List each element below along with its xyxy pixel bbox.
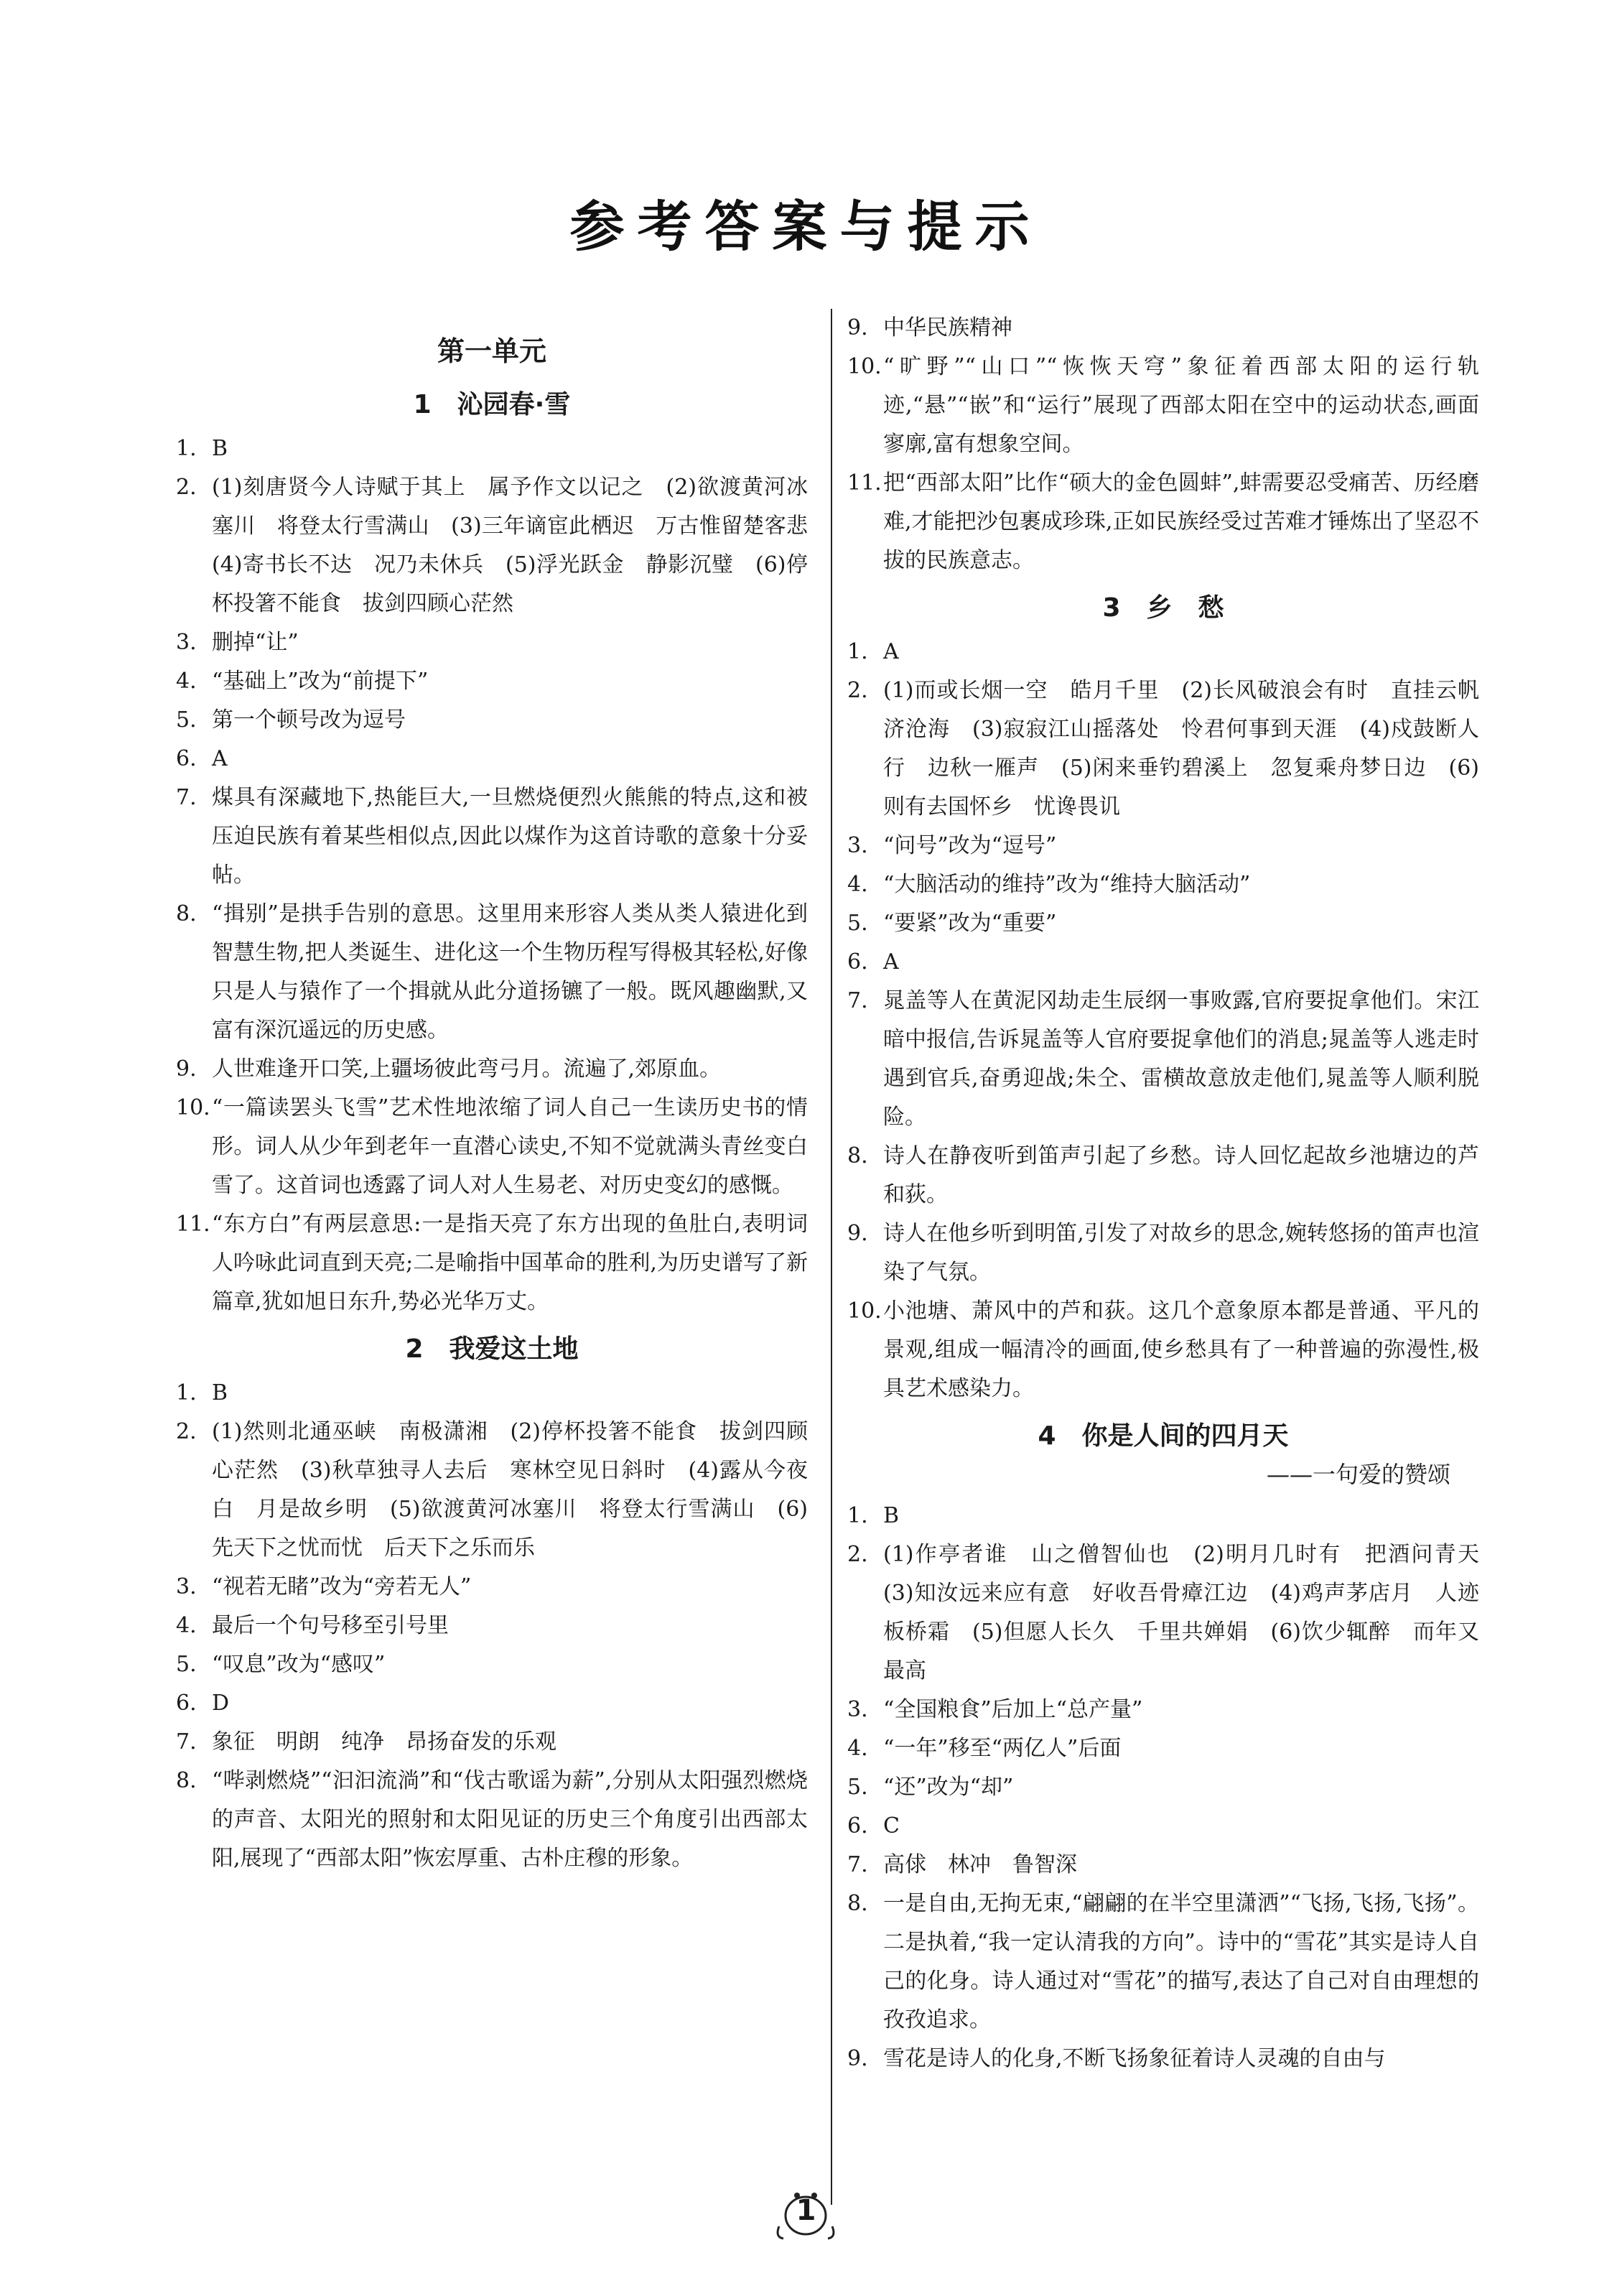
answer-number: 9. [847, 1221, 868, 1246]
answer-number: 7. [176, 1729, 197, 1754]
answer-item [176, 1762, 808, 1878]
answer-number: 6. [176, 1691, 197, 1716]
answer-text: A [883, 639, 899, 664]
answer-text: D [212, 1691, 230, 1716]
answer-number: 6. [847, 949, 868, 975]
answer-number: 1. [847, 1503, 868, 1528]
answer-item [847, 309, 1479, 348]
answer-item [176, 1050, 808, 1089]
lesson-heading-3: 3 乡 愁 [1102, 593, 1224, 623]
answer-item [847, 1846, 1479, 1884]
answer-item [847, 943, 1479, 982]
answer-number: 2. [847, 1542, 868, 1567]
answer-number: 10. [847, 1298, 882, 1324]
answer-number: 6. [176, 746, 197, 771]
answer-item [847, 671, 1479, 827]
answer-text: 最后一个句号移至引号里 [212, 1613, 449, 1638]
answer-item [176, 429, 808, 468]
answer-text: “揖别”是拱手告别的意思。这里用来形容人类从类人猿进化到智慧生物,把人类诞生、进化这一个生物历程写得极其轻松,好像只是人与猿作了一个揖就从此分道扬镳了一般。既风趣幽默,又富有深沉遥远的历史感。 [212, 901, 808, 1043]
answer-number: 2. [847, 678, 868, 703]
answer-text: 人世难逢开口笑,上疆场彼此弯弓月。流遍了,郊原血。 [212, 1056, 722, 1082]
answer-number: 2. [176, 1419, 197, 1444]
answer-text: “要紧”改为“重要” [883, 911, 1057, 936]
answer-item [847, 1292, 1479, 1408]
lesson-heading-4: 4 你是人间的四月天 [1038, 1421, 1289, 1451]
lesson-2-answers [176, 1374, 808, 1878]
answer-item [847, 464, 1479, 580]
answer-number: 1. [176, 436, 197, 461]
answer-item [847, 1884, 1479, 2040]
page-number: 1 [796, 2194, 816, 2227]
answer-number: 3. [176, 630, 197, 655]
lesson-3-answers [847, 633, 1479, 1408]
lesson-4-answers [847, 1497, 1501, 2078]
answer-number: 9. [847, 2046, 868, 2071]
answer-item [847, 982, 1479, 1137]
lesson-subtitle-4: ——一句爱的赞颂 [1266, 1461, 1450, 1488]
answer-item [847, 1214, 1479, 1292]
answer-number: 5. [176, 707, 197, 733]
answer-item [176, 1205, 808, 1321]
answer-text: A [212, 746, 228, 771]
answer-text: 诗人在静夜听到笛声引起了乡愁。诗人回忆起故乡池塘边的芦和荻。 [883, 1143, 1479, 1207]
answer-item [176, 1413, 808, 1568]
page-number-badge [772, 2187, 840, 2244]
answer-item [176, 778, 808, 895]
answer-number: 10. [176, 1095, 210, 1120]
answer-number: 9. [847, 315, 868, 340]
answer-number: 4. [176, 1613, 197, 1638]
answer-number: 7. [176, 785, 197, 810]
answer-text: “一篇读罢头飞雪”艺术性地浓缩了词人自己一生读历史书的情形。词人从少年到老年一直潜心读史,不知不觉就满头青丝变白雪了。这首词也透露了词人对人生易老、对历史变幻的感慨。 [212, 1095, 808, 1198]
answer-number: 6. [847, 1813, 868, 1839]
answer-text: B [212, 436, 228, 461]
answer-number: 8. [847, 1143, 868, 1168]
answer-number: 1. [847, 639, 868, 664]
answer-text: A [883, 949, 899, 975]
answer-text: (1)而或长烟一空 皓月千里 (2)长风破浪会有时 直挂云帆济沧海 (3)寂寂江山摇落处 怜君何事到天涯 (4)戍鼓断人行 边秋一雁声 (5)闲来垂钓碧溪上 忽复乘舟梦日边 (6)则有去国怀乡 忧谗畏讥 [883, 678, 1479, 819]
answer-text: 象征 明朗 纯净 昂扬奋发的乐观 [212, 1729, 556, 1754]
answer-item [847, 827, 1479, 865]
answer-item [847, 1729, 1479, 1768]
answer-text: “东方白”有两层意思:一是指天亮了东方出现的鱼肚白,表明词人吟咏此词直到天亮;二是喻指中国革命的胜利,为历史谱写了新篇章,犹如旭日东升,势必光华万丈。 [212, 1212, 808, 1314]
answer-text: 高俅 林冲 鲁智深 [883, 1852, 1077, 1877]
answer-text: 第一个顿号改为逗号 [212, 707, 406, 733]
answer-item [847, 1137, 1479, 1214]
answer-item [847, 1535, 1501, 1691]
answer-text: “基础上”改为“前提下” [212, 669, 429, 694]
answer-text: (1)刻唐贤今人诗赋于其上 属予作文以记之 (2)欲渡黄河冰塞川 将登太行雪满山 (3)三年谪宦此栖迟 万古惟留楚客悲 (4)寄书长不达 况乃未休兵 (5)浮光跃金 静影沉璧 (6)停杯投箸不能食 拔剑四顾心茫然 [212, 475, 829, 616]
answer-text: C [883, 1813, 900, 1839]
answer-number: 1. [176, 1380, 197, 1405]
answer-number: 3. [847, 1697, 868, 1722]
answer-item [176, 1684, 808, 1723]
answer-number: 8. [176, 901, 197, 926]
answer-text: 删掉“让” [212, 630, 299, 655]
answer-item [847, 633, 1479, 671]
answer-item [176, 1089, 808, 1205]
answer-number: 5. [847, 1775, 868, 1800]
answer-item [176, 740, 808, 778]
answer-item [176, 468, 829, 623]
answer-number: 2. [176, 475, 197, 500]
answer-text: 雪花是诗人的化身,不断飞扬象征着诗人灵魂的自由与 [883, 2046, 1386, 2071]
answer-text: B [883, 1503, 900, 1528]
answer-item [176, 1645, 808, 1684]
lesson-heading-2: 2 我爱这土地 [405, 1334, 579, 1364]
answer-text: 一是自由,无拘无束,“翩翩的在半空里潇洒”“飞扬,飞扬,飞扬”。二是执着,“我一定认清我的方向”。诗中的“雪花”其实是诗人自己的化身。诗人通过对“雪花”的描写,表达了自己对自由理想的孜孜追求。 [883, 1891, 1479, 2032]
answer-number: 4. [847, 872, 868, 897]
column-divider [831, 309, 832, 2205]
answer-item [176, 1607, 808, 1645]
answer-text: “哔剥燃烧”“汩汩流淌”和“伐古歌谣为薪”,分别从太阳强烈燃烧的声音、太阳光的照射和太阳见证的历史三个角度引出西部太阳,展现了“西部太阳”恢宏厚重、古朴庄穆的形象。 [212, 1768, 808, 1871]
answer-item [847, 2040, 1479, 2078]
unit-heading: 第一单元 [437, 335, 546, 367]
answer-item [847, 865, 1479, 904]
answer-text: 中华民族精神 [883, 315, 1012, 340]
answer-number: 3. [176, 1574, 197, 1599]
answer-number: 8. [847, 1891, 868, 1916]
answer-text: “视若无睹”改为“旁若无人” [212, 1574, 472, 1599]
answer-item [847, 1691, 1479, 1729]
answer-text: 把“西部太阳”比作“硕大的金色圆蚌”,蚌需要忍受痛苦、历经磨难,才能把沙包裹成珍珠,正如民族经受过苦难才锤炼出了坚忍不拔的民族意志。 [883, 470, 1479, 573]
answer-item [176, 623, 808, 662]
answer-item [847, 1768, 1479, 1807]
answer-number: 7. [847, 988, 868, 1013]
answer-text: 煤具有深藏地下,热能巨大,一旦燃烧便烈火熊熊的特点,这和被压迫民族有着某些相似点,因此以煤作为这首诗歌的意象十分妥帖。 [212, 785, 808, 888]
answer-number: 11. [176, 1212, 210, 1237]
answer-text: “问号”改为“逗号” [883, 833, 1057, 858]
answer-number: 4. [847, 1736, 868, 1761]
answer-text: (1)然则北通巫峡 南极潇湘 (2)停杯投箸不能食 拔剑四顾心茫然 (3)秋草独寻人去后 寒林空见日斜时 (4)露从今夜白 月是故乡明 (5)欲渡黄河冰塞川 将登太行雪满山 (6)先天下之忧而忧 后天下之乐而乐 [212, 1419, 808, 1561]
page-title: 参考答案与提示 [569, 195, 1043, 259]
answer-number: 3. [847, 833, 868, 858]
answer-number: 5. [847, 911, 868, 936]
answer-text: (1)作亭者谁 山之僧智仙也 (2)明月几时有 把酒问青天 (3)知汝远来应有意 好收吾骨瘴江边 (4)鸡声茅店月 人迹板桥霜 (5)但愿人长久 千里共婵娟 (6)饮少辄醉 而年又最高 [883, 1542, 1501, 1683]
answer-number: 5. [176, 1652, 197, 1677]
answer-item [847, 904, 1479, 943]
answer-item [847, 348, 1479, 464]
answer-number: 8. [176, 1768, 197, 1793]
left-column [176, 309, 829, 1878]
answer-text: “叹息”改为“感叹” [212, 1652, 386, 1677]
answer-text: “全国粮食”后加上“总产量” [883, 1697, 1143, 1722]
lesson-heading-1: 1 沁园春·雪 [413, 390, 571, 419]
answer-text: 晁盖等人在黄泥冈劫走生辰纲一事败露,官府要捉拿他们。宋江暗中报信,告诉晁盖等人官府要捉拿他们的消息;晁盖等人逃走时遇到官兵,奋勇迎战;朱仝、雷横故意放走他们,晁盖等人顺利脱险。 [883, 988, 1479, 1130]
answer-text: “大脑活动的维持”改为“维持大脑活动” [883, 872, 1251, 897]
lesson-1-answers [176, 429, 829, 1321]
answer-text: 诗人在他乡听到明笛,引发了对故乡的思念,婉转悠扬的笛声也渲染了气氛。 [883, 1221, 1479, 1285]
answer-item [847, 1807, 1479, 1846]
answer-text: 小池塘、萧风中的芦和荻。这几个意象原本都是普通、平凡的景观,组成一幅清冷的画面,使乡愁具有了一种普遍的弥漫性,极具艺术感染力。 [883, 1298, 1479, 1401]
answer-item [176, 1723, 808, 1762]
answer-item [176, 662, 808, 701]
answer-number: 10. [847, 354, 882, 379]
answer-text: “旷野”“山口”“恢恢天穹”象征着西部太阳的运行轨迹,“悬”“嵌”和“运行”展现了西部太阳在空中的运动状态,画面寥廓,富有想象空间。 [883, 354, 1479, 457]
answer-text: B [212, 1380, 228, 1405]
answer-text: “一年”移至“两亿人”后面 [883, 1736, 1122, 1761]
answer-number: 9. [176, 1056, 197, 1082]
answer-item [176, 701, 808, 740]
answer-number: 4. [176, 669, 197, 694]
right-column [847, 309, 1501, 2078]
lesson-2-answers-continued [847, 309, 1479, 580]
answer-item [847, 1497, 1479, 1535]
answer-item [176, 895, 808, 1050]
answer-item [176, 1568, 808, 1607]
answer-item [176, 1374, 808, 1413]
answer-number: 7. [847, 1852, 868, 1877]
answer-text: “还”改为“却” [883, 1775, 1014, 1800]
answer-number: 11. [847, 470, 882, 496]
